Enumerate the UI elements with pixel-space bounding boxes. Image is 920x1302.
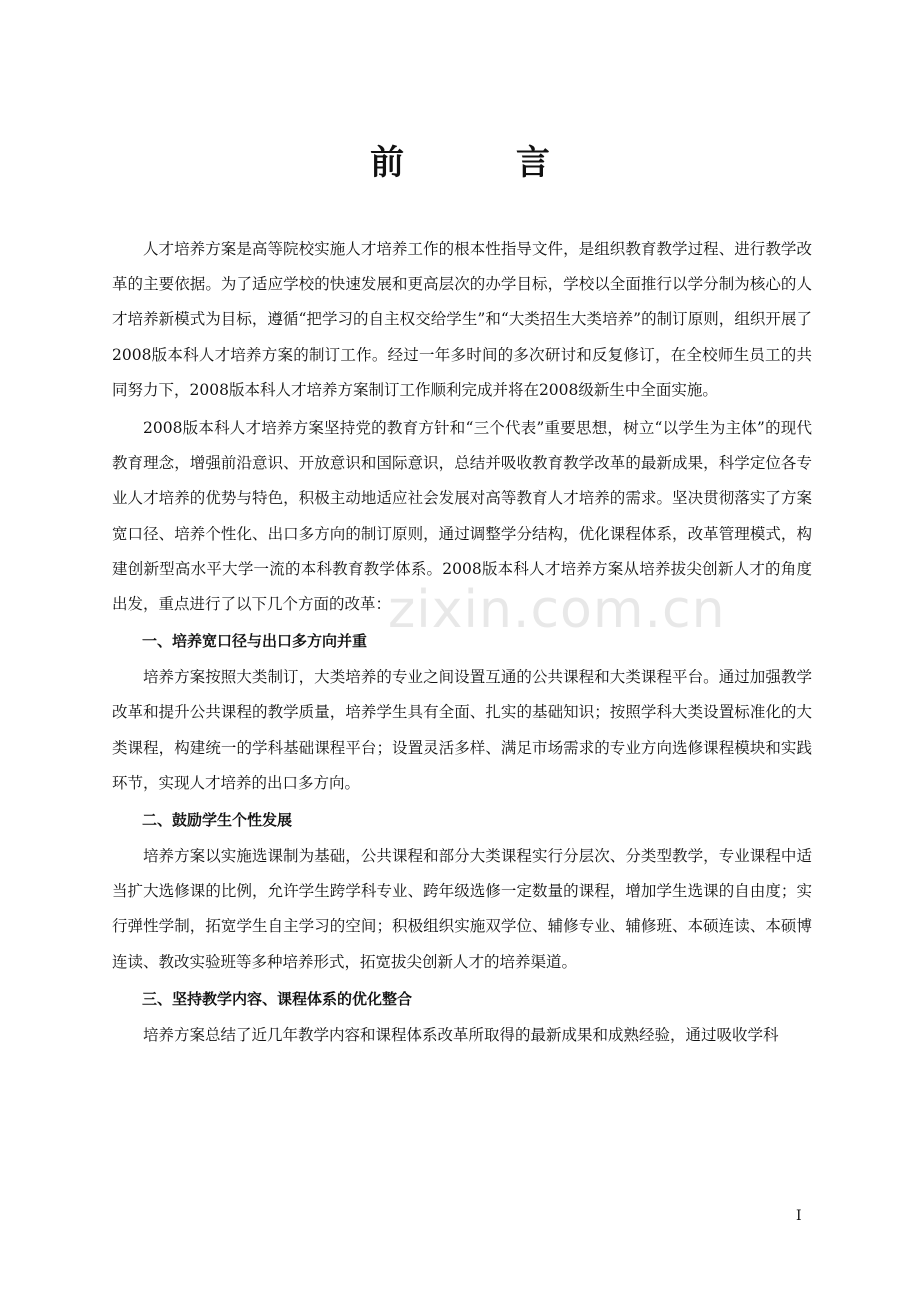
- section-paragraph-3: 培养方案总结了近几年教学内容和课程体系改革所取得的最新成果和成熟经验，通过吸收学科: [143, 1025, 779, 1044]
- intro-paragraph-2: 2008版本科人才培养方案坚持党的教育方针和“三个代表”重要思想，树立“以学生为主体”的现代教育理念，增强前沿意识、开放意识和国际意识，总结并吸收教育教学改革的最新成果，科学定位各专业人才培养的优势与特色，积极主动地适应社会发展对高等教育人才培养的需求。坚决贯彻落实了方案宽口径、培养个性化、出口多方向的制订原则，通过调整学分结构，优化课程体系，改革管理模式，构建创新型高水平大学一流的本科教育教学体系。2008版本科人才培养方案从培养拔尖创新人才的角度出发，重点进行了以下几个方面的改革：: [112, 419, 812, 614]
- watermark-text: zixin.com.cn: [388, 580, 726, 640]
- document-body: [112, 232, 812, 1053]
- intro-paragraph-1: 人才培养方案是高等院校实施人才培养工作的根本性指导文件，是组织教育教学过程、进行教学改革的主要依据。为了适应学校的快速发展和更高层次的办学目标，学校以全面推行以学分制为核心的人才培养新模式为目标，遵循“把学习的自主权交给学生”和“大类招生大类培养”的制订原则，组织开展了2008版本科人才培养方案的制订工作。经过一年多时间的多次研讨和反复修订，在全校师生员工的共同努力下，2008版本科人才培养方案制订工作顺利完成并将在2008级新生中全面实施。: [112, 240, 812, 399]
- section-heading-1: 一、培养宽口径与出口多方向并重: [142, 632, 368, 651]
- section-paragraph-1: 培养方案按照大类制订，大类培养的专业之间设置互通的公共课程和大类课程平台。通过加强教学改革和提升公共课程的教学质量，培养学生具有全面、扎实的基础知识；按照学科大类设置标准化的大类课程，构建统一的学科基础课程平台；设置灵活多样、满足市场需求的专业方向选修课程模块和实践环节，实现人才培养的出口多方向。: [112, 668, 812, 792]
- section-heading-2: 二、鼓励学生个性发展: [142, 811, 293, 830]
- section-paragraph-2: 培养方案以实施选课制为基础，公共课程和部分大类课程实行分层次、分类型教学，专业课程中适当扩大选修课的比例，允许学生跨学科专业、跨年级选修一定数量的课程，增加学生选课的自由度；实行弹性学制，拓宽学生自主学习的空间；积极组织实施双学位、辅修专业、辅修班、本硕连读、本硕博连读、教改实验班等多种培养形式，拓宽拔尖创新人才的培养渠道。: [112, 847, 812, 971]
- page-title: 前 言: [370, 143, 600, 183]
- section-heading-3: 三、坚持教学内容、课程体系的优化整合: [142, 989, 413, 1008]
- page-number: I: [796, 1208, 802, 1224]
